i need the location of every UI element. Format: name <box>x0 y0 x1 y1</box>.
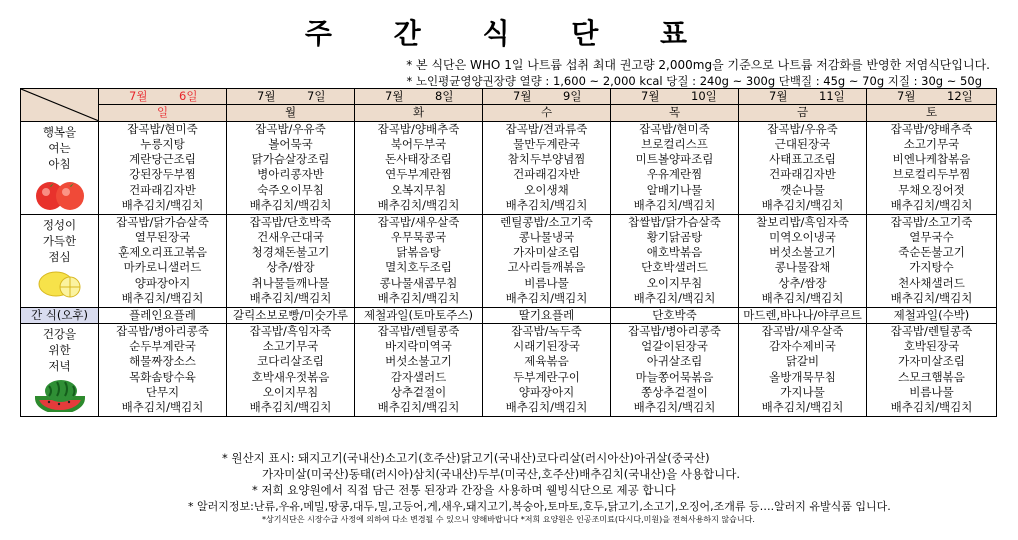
weekday-cell: 일 <box>99 105 227 121</box>
menu-item: 스모크햄볶음 <box>898 369 965 384</box>
menu-item: 우유계란찜 <box>646 167 703 182</box>
menu-cell <box>227 214 355 307</box>
menu-item: 근대된장국 <box>774 136 831 151</box>
month-label: 7월 <box>129 89 148 103</box>
menu-item: 배추김치/백김치 <box>890 198 973 213</box>
menu-item: 죽순돈불고기 <box>898 245 965 260</box>
menu-item: 사태표고조림 <box>769 152 836 167</box>
menu-item: 강된장두부찜 <box>129 167 196 182</box>
menu-item: 열무된장국 <box>134 229 191 244</box>
day-number: 10일 <box>691 89 717 103</box>
snack-cell: 제철과일(토마토주스) <box>355 307 483 323</box>
menu-item: 누릉지탕 <box>140 136 185 151</box>
menu-item: 병아리콩자반 <box>257 167 324 182</box>
menu-item: 잡곡밥/닭가슴살죽 <box>116 214 209 229</box>
menu-cell <box>99 214 227 307</box>
menu-item: 바지락미역국 <box>385 339 452 354</box>
menu-item: 잡곡밥/단호박죽 <box>249 214 332 229</box>
menu-item: 잡곡밥/현미죽 <box>127 121 198 136</box>
menu-item: 상추/쌈장 <box>778 275 827 290</box>
snack-cell: 갈릭소보로빵/미숫가루 <box>227 307 355 323</box>
allergy-note: * 알러지정보:난류,우유,메밀,땅콩,대두,밀,고등어,게,새우,돼지고기,복숭아,토마토,호두,닭고기,소고기,오징어,조개류 등….알러지 유발식품 입니다. <box>188 500 891 513</box>
lunch-label <box>21 214 99 307</box>
menu-item: 천사채샐러드 <box>898 275 965 290</box>
menu-item: 양파장아지 <box>518 385 575 400</box>
meal-label-line: 건강을 <box>42 326 77 341</box>
breakfast-label <box>21 121 99 214</box>
weekday-cell: 토 <box>867 105 997 121</box>
menu-cell <box>611 121 739 214</box>
menu-item: 계란당근조림 <box>129 152 196 167</box>
menu-item: 렌틸콩밥/소고기죽 <box>500 214 593 229</box>
day-number: 11일 <box>819 89 845 103</box>
menu-item: 닭갈비 <box>785 354 820 369</box>
weekday-cell: 수 <box>483 105 611 121</box>
menu-item: 참치두부양념찜 <box>507 152 586 167</box>
snack-cell: 딸기요플레 <box>483 307 611 323</box>
menu-item: 잡곡밥/견과류죽 <box>505 121 588 136</box>
menu-item: 잡곡밥/현미죽 <box>639 121 710 136</box>
menu-item: 잡곡밥/우유죽 <box>767 121 838 136</box>
menu-item: 가지나물 <box>780 385 825 400</box>
dinner-row <box>21 323 997 416</box>
menu-item: 감자수제비국 <box>769 339 836 354</box>
menu-item: 볼어묵국 <box>268 136 313 151</box>
disclaimer-note: *상기식단은 시장수급 사정에 의하여 다소 변경될 수 있으니 양해바랍니다 *저희 요양원은 인공조미료(다시다,미원)을 전혀사용하지 않습니다. <box>262 515 755 524</box>
menu-item: 연두부계란찜 <box>385 167 452 182</box>
menu-item: 마카로니샐러드 <box>123 260 202 275</box>
menu-item: 취나물들깨나물 <box>251 275 330 290</box>
menu-item: 목화솜탕수육 <box>129 369 196 384</box>
menu-item: 상추겉절이 <box>390 385 447 400</box>
weekly-menu-table <box>20 88 997 417</box>
menu-item: 배추김치/백김치 <box>633 400 716 415</box>
menu-item: 잡곡밥/렌틸콩죽 <box>890 323 973 338</box>
menu-cell <box>355 121 483 214</box>
menu-item: 콩나물냉국 <box>518 229 575 244</box>
menu-item: 배추김치/백김치 <box>761 400 844 415</box>
menu-item: 잡곡밥/흑임자죽 <box>249 323 332 338</box>
menu-item: 잡곡밥/우유죽 <box>255 121 326 136</box>
menu-item: 잡곡밥/소고기죽 <box>890 214 973 229</box>
menu-item: 감자샐러드 <box>390 369 447 384</box>
date-cell <box>355 89 483 105</box>
day-number: 8일 <box>435 89 454 103</box>
menu-item: 찰보리밥/흑임자죽 <box>756 214 849 229</box>
page-title: 주 간 식 단 표 <box>304 17 714 50</box>
weekday-row <box>21 105 997 121</box>
month-label: 7월 <box>385 89 404 103</box>
menu-item: 배추김치/백김치 <box>890 400 973 415</box>
menu-item: 두부계란구이 <box>513 369 580 384</box>
menu-item: 오복지무침 <box>390 182 447 197</box>
menu-item: 건파래김자반 <box>769 167 836 182</box>
menu-cell <box>355 214 483 307</box>
sodium-note: * 본 식단은 WHO 1일 나트륨 섭취 최대 권고량 2,000mg을 기준으로 나트륨 저감화를 반영한 저염식단입니다. <box>406 58 990 72</box>
meal-label-line: 행복을 <box>42 124 77 139</box>
menu-cell <box>867 323 997 416</box>
menu-item: 마늘쫑어묵볶음 <box>635 369 714 384</box>
date-cell <box>99 89 227 105</box>
menu-cell <box>739 121 867 214</box>
weekday-cell: 월 <box>227 105 355 121</box>
weekday-cell: 화 <box>355 105 483 121</box>
menu-cell <box>611 214 739 307</box>
menu-item: 청경채돈불고기 <box>251 245 330 260</box>
meal-label-line: 아침 <box>48 156 71 171</box>
menu-item: 오이생채 <box>524 182 569 197</box>
menu-item: 배추김치/백김치 <box>505 198 588 213</box>
menu-item: 고사리들깨볶음 <box>507 260 586 275</box>
menu-item: 호박된장국 <box>903 339 960 354</box>
menu-item: 건새우근대국 <box>257 229 324 244</box>
menu-item: 비름나물 <box>524 275 569 290</box>
menu-item: 잡곡밥/양배추죽 <box>890 121 973 136</box>
menu-item: 제육볶음 <box>524 354 569 369</box>
menu-item: 잡곡밥/병아리콩죽 <box>116 323 209 338</box>
menu-item: 오이지무침 <box>262 385 319 400</box>
menu-item: 배추김치/백김치 <box>505 291 588 306</box>
menu-item: 찹쌀밥/닭가슴살죽 <box>628 214 721 229</box>
menu-item: 열무국수 <box>909 229 954 244</box>
month-label: 7월 <box>897 89 916 103</box>
menu-item: 북어두부국 <box>390 136 447 151</box>
menu-item: 미역오이냉국 <box>769 229 836 244</box>
menu-item: 배추김치/백김치 <box>121 291 204 306</box>
menu-item: 애호박볶음 <box>646 245 703 260</box>
menu-item: 잡곡밥/새우살죽 <box>761 323 844 338</box>
menu-item: 배추김치/백김치 <box>761 198 844 213</box>
snack-cell: 마드렌,바나나/야쿠르트 <box>739 307 867 323</box>
menu-item: 건파래김자반 <box>513 167 580 182</box>
menu-item: 미트볼양파조림 <box>635 152 714 167</box>
menu-item: 배추김치/백김치 <box>121 198 204 213</box>
date-cell <box>611 89 739 105</box>
menu-item: 호박새우젓볶음 <box>251 369 330 384</box>
menu-item: 콩나물새콤무침 <box>379 275 458 290</box>
menu-item: 올방개묵무침 <box>769 369 836 384</box>
breakfast-row <box>21 121 997 214</box>
menu-item: 얼갈이된장국 <box>641 339 708 354</box>
month-label: 7월 <box>769 89 788 103</box>
menu-item: 버섯소불고기 <box>769 245 836 260</box>
meal-label-line: 저녁 <box>48 358 71 373</box>
menu-item: 잡곡밥/병아리콩죽 <box>628 323 721 338</box>
menu-item: 훈제오리표고볶음 <box>118 245 207 260</box>
menu-item: 브로컬리스프 <box>641 136 708 151</box>
menu-item: 오이지무침 <box>646 275 703 290</box>
menu-item: 배추김치/백김치 <box>761 291 844 306</box>
menu-item: 건파래김자반 <box>129 182 196 197</box>
menu-item: 단호박샐러드 <box>641 260 708 275</box>
menu-item: 멸치호두조림 <box>385 260 452 275</box>
snack-label: 간 식(오후) <box>21 307 99 323</box>
menu-item: 배추김치/백김치 <box>505 400 588 415</box>
origin-note-cont: 가자미살(미국산)동태(러시아)삼치(국내산)두부(미국산,호주산)배추김치(국내산)을 사용합니다. <box>262 467 740 481</box>
lunch-row <box>21 214 997 307</box>
menu-item: 돈사태장조림 <box>385 152 452 167</box>
menu-item: 배추김치/백김치 <box>377 198 460 213</box>
menu-item: 가자미살조림 <box>898 354 965 369</box>
snack-row <box>21 307 997 323</box>
month-label: 7월 <box>641 89 660 103</box>
menu-item: 잡곡밥/양배추죽 <box>377 121 460 136</box>
menu-cell <box>483 214 611 307</box>
menu-item: 배추김치/백김치 <box>377 291 460 306</box>
menu-item: 배추김치/백김치 <box>249 400 332 415</box>
menu-cell <box>355 323 483 416</box>
menu-item: 배추김치/백김치 <box>121 400 204 415</box>
menu-item: 가자미살조림 <box>513 245 580 260</box>
weekday-cell: 목 <box>611 105 739 121</box>
meal-label-text <box>21 122 98 172</box>
menu-cell <box>483 121 611 214</box>
menu-cell <box>611 323 739 416</box>
menu-item: 우무묵콩국 <box>390 229 447 244</box>
menu-cell <box>227 121 355 214</box>
corner-cell <box>21 89 99 122</box>
menu-cell <box>227 323 355 416</box>
menu-item: 상추/쌈장 <box>266 260 315 275</box>
watermelon-icon <box>33 378 87 416</box>
menu-item: 코다리살조림 <box>257 354 324 369</box>
tomato-icon <box>32 176 88 215</box>
menu-item: 콩나물잡채 <box>774 260 831 275</box>
dinner-label <box>21 323 99 416</box>
menu-cell <box>99 323 227 416</box>
meal-label-line: 여는 <box>48 140 71 155</box>
menu-cell <box>99 121 227 214</box>
menu-item: 단무지 <box>145 385 180 400</box>
menu-item: 무채오징어젓 <box>898 182 965 197</box>
menu-item: 배추김치/백김치 <box>377 400 460 415</box>
menu-item: 황기닭곰탕 <box>646 229 703 244</box>
day-number: 6일 <box>179 89 198 103</box>
menu-item: 비름나물 <box>909 385 954 400</box>
menu-item: 깻순나물 <box>780 182 825 197</box>
menu-item: 시래기된장국 <box>513 339 580 354</box>
nutrition-note: * 노인평균영양권장량 열량 : 1,600 ~ 2,000 kcal 당질 : 240g ~ 300g 단백질 : 45g ~ 70g 지질 : 30g ~ 50g <box>406 74 982 88</box>
menu-item: 해물짜장소스 <box>129 354 196 369</box>
menu-cell <box>739 323 867 416</box>
menu-cell <box>867 214 997 307</box>
date-cell <box>483 89 611 105</box>
menu-item: 숙주오이무침 <box>257 182 324 197</box>
meal-label-line: 점심 <box>48 249 71 264</box>
menu-item: 닭가슴살장조림 <box>251 152 330 167</box>
menu-cell <box>483 323 611 416</box>
meal-label-text <box>21 324 98 374</box>
date-cell <box>227 89 355 105</box>
month-label: 7월 <box>513 89 532 103</box>
menu-item: 잡곡밥/새우살죽 <box>377 214 460 229</box>
menu-item: 배추김치/백김치 <box>633 198 716 213</box>
menu-item: 순두부계란국 <box>129 339 196 354</box>
menu-item: 가지탕수 <box>909 260 954 275</box>
day-number: 9일 <box>563 89 582 103</box>
menu-cell <box>867 121 997 214</box>
meal-label-line: 위한 <box>48 342 71 357</box>
menu-item: 알배기나물 <box>646 182 703 197</box>
snack-cell: 플레인요플레 <box>99 307 227 323</box>
meal-label-line: 정성이 <box>42 217 77 232</box>
menu-item: 잡곡밥/녹두죽 <box>511 323 582 338</box>
menu-item: 물만두계란국 <box>513 136 580 151</box>
menu-item: 쫑상추겉절이 <box>641 385 708 400</box>
origin-note: * 원산지 표시: 돼지고기(국내산)소고기(호주산)닭고기(국내산)코다리살(러시아산)아귀살(중국산) <box>222 451 710 465</box>
weekday-cell: 금 <box>739 105 867 121</box>
date-cell <box>867 89 997 105</box>
menu-item: 소고기무국 <box>903 136 960 151</box>
menu-item: 버섯소불고기 <box>385 354 452 369</box>
menu-item: 배추김치/백김치 <box>633 291 716 306</box>
menu-cell <box>739 214 867 307</box>
meal-label-line: 가득한 <box>42 233 77 248</box>
day-number: 12일 <box>947 89 973 103</box>
menu-item: 소고기무국 <box>262 339 319 354</box>
menu-item: 배추김치/백김치 <box>890 291 973 306</box>
snack-cell: 단호박죽 <box>611 307 739 323</box>
date-row <box>21 89 997 105</box>
day-number: 7일 <box>307 89 326 103</box>
sauce-note: * 저희 요양원에서 직접 담근 전통 된장과 간장을 사용하며 웰빙식단으로 제공 합니다 <box>252 483 676 497</box>
snack-cell: 제철과일(수박) <box>867 307 997 323</box>
menu-item: 양파장아지 <box>134 275 191 290</box>
menu-item: 브로컬리두부찜 <box>892 167 971 182</box>
month-label: 7월 <box>257 89 276 103</box>
menu-item: 배추김치/백김치 <box>249 291 332 306</box>
menu-item: 비엔나케찹볶음 <box>892 152 971 167</box>
menu-item: 닭볶음탕 <box>396 245 441 260</box>
meal-label-text <box>21 215 98 265</box>
menu-item: 잡곡밥/렌틸콩죽 <box>377 323 460 338</box>
menu-item: 배추김치/백김치 <box>249 198 332 213</box>
date-cell <box>739 89 867 105</box>
menu-item: 아귀살조림 <box>646 354 703 369</box>
lemon-icon <box>36 269 84 303</box>
